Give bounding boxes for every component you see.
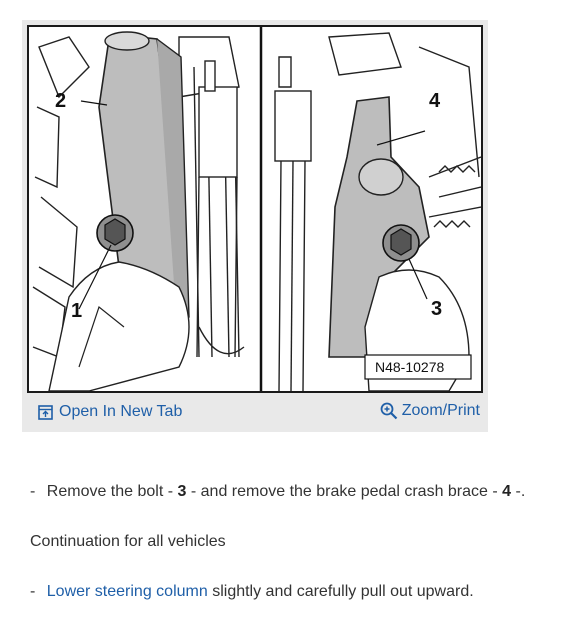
step-text: Remove the bolt - <box>46 483 174 500</box>
zoom-print-label: Zoom/Print <box>401 402 480 419</box>
list-dash: - <box>30 483 36 500</box>
callout-4: 4 <box>429 90 441 112</box>
callout-3: 3 <box>431 298 443 320</box>
step-text: - and remove the brake pedal crash brace - <box>190 483 498 500</box>
brace-number: 4 <box>502 483 512 500</box>
zoom-print-link[interactable] <box>380 402 480 420</box>
open-new-tab-icon <box>38 405 53 420</box>
continuation-heading: Continuation for all vehicles <box>30 533 226 550</box>
step-text: -. <box>515 483 526 500</box>
callout-1: 1 <box>71 300 83 322</box>
magnifier-plus-icon <box>380 402 398 420</box>
open-in-new-tab-link[interactable] <box>38 403 182 421</box>
figure-toolbar <box>22 398 488 432</box>
open-in-new-tab-label: Open In New Tab <box>59 403 183 420</box>
figure-id: N48-10278 <box>375 359 445 375</box>
instruction-step-remove-bolt <box>30 483 525 501</box>
technical-illustration[interactable] <box>27 25 483 393</box>
list-dash: - <box>30 583 36 600</box>
step-text: slightly and carefully pull out upward. <box>212 583 474 600</box>
bolt-number: 3 <box>177 483 187 500</box>
instruction-step-lower-column <box>30 583 474 601</box>
figure-panel <box>22 20 488 432</box>
callout-2: 2 <box>55 90 67 112</box>
lower-steering-column-link[interactable]: Lower steering column <box>46 583 208 600</box>
